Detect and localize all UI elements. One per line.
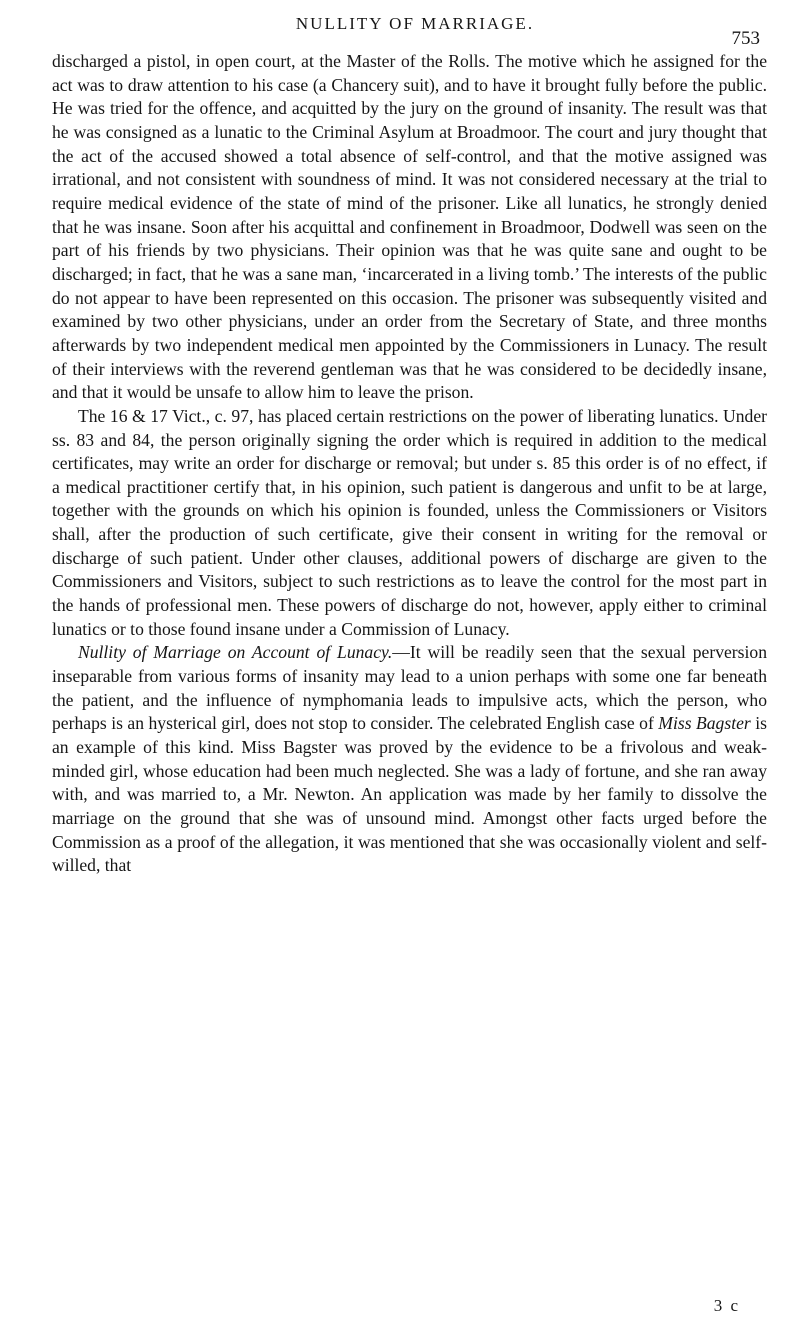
running-title: NULLITY OF MARRIAGE. bbox=[295, 14, 535, 33]
page-number: 753 bbox=[731, 28, 760, 49]
signature-mark: 3 c bbox=[713, 1296, 740, 1315]
paragraph-text-continued: is an example of this kind. Miss Bagster was proved by the evidence to be a frivolous and weak-minded girl, whose education had been much neglected. She was a lady of fortune, and she ran away with, and was married to, a Mr. Newton. An application was made by her family to dissolve the marriage on the ground that she was of unsound mind. Amongst other facts urged before the Commission as a proof of the allegation, it was mentioned that she was occasionally violent and self-willed, that bbox=[52, 713, 767, 876]
body-text bbox=[52, 50, 767, 878]
paragraph-discharge-restrictions: The 16 & 17 Vict., c. 97, has placed certain restrictions on the power of liberating lunatics. Under ss. 83 and 84, the person originally signing the order which is required in addition to the medical certificates, may write an order for discharge or removal; but under s. 85 this order is of no effect, if a medical practitioner certify that, in his opinion, such patient is dangerous and unfit to be at large, together with the grounds on which his opinion is founded, unless the Commissioners or Visitors shall, after the production of such certificate, give their consent in writing for the removal or discharge of such patient. Under other clauses, additional powers of discharge are given to the Commissioners and Visitors, subject to such restrictions as to leave the control for the most part in the hands of professional men. These powers of discharge do not, however, apply either to criminal lunatics or to those found insane under a Commission of Lunacy. bbox=[52, 405, 767, 639]
running-head bbox=[70, 4, 760, 49]
section-heading: Nullity of Marriage on Account of Lunacy. bbox=[78, 642, 393, 663]
case-name: Miss Bagster bbox=[658, 713, 751, 734]
paragraph-dodwell-case: discharged a pistol, in open court, at the Master of the Rolls. The motive which he assigned for the act was to draw attention to his case (a Chancery suit), and to have it brought fully before the public. He was tried for the offence, and acquitted by the jury on the ground of insanity. The result was that he was consigned as a lunatic to the Criminal Asylum at Broadmoor. The court and jury thought that the act of the accused showed a total absence of self-control, and that the motive assigned was irrational, and not consistent with soundness of mind. It was not considered necessary at the trial to require medical evidence of the state of mind of the prisoner. Like all lunatics, he strongly denied that he was insane. Soon after his acquittal and confinement in Broadmoor, Dodwell was seen on the part of his friends by two physicians. Their opinion was that he was quite sane and ought to be discharged; in fact, that he was a sane man, ‘incarcerated in a living tomb.’ The interests of the public do not appear to have been represented on this occasion. The prisoner was subsequently visited and examined by two other physicians, under an order from the Secretary of State, and three months afterwards by two independent medical men appointed by the Commissioners in Lunacy. The result of their interviews with the reverend gentleman was that he was considered to be decidedly insane, and that it would be unsafe to allow him to leave the prison. bbox=[52, 51, 767, 403]
paragraph-nullity-lunacy bbox=[52, 641, 767, 878]
paragraph-text: —It will be readily seen that the sexual perversion inseparable from various forms of insanity may lead to a union perhaps with some one far beneath the patient, and the influence of nymphomania leads to impulsive acts, which the person, who perhaps is an hysterical girl, does not stop to consider. The celebrated English case of bbox=[52, 642, 767, 734]
